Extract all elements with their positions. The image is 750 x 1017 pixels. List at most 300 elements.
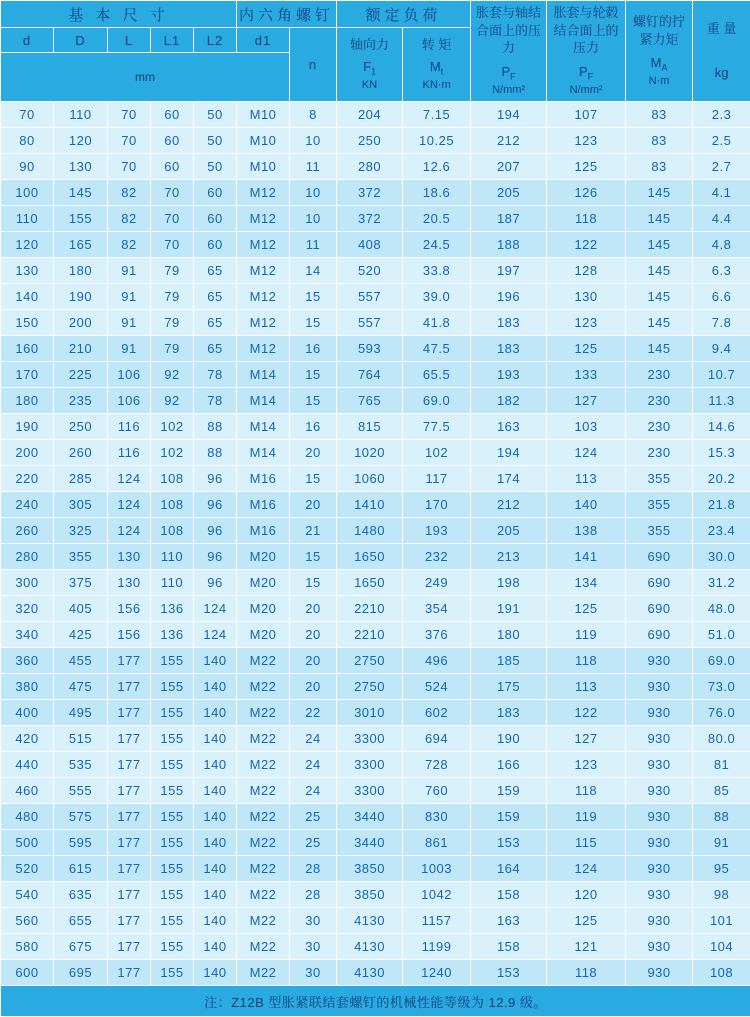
cell-L1: 155 — [151, 934, 194, 960]
cell-PF-hub: 125 — [547, 336, 626, 362]
cell-F1: 280 — [337, 154, 403, 180]
cell-PF-shaft: 193 — [471, 362, 547, 388]
cell-n: 20 — [290, 596, 337, 622]
cell-PF-hub: 138 — [547, 518, 626, 544]
cell-L2: 88 — [194, 414, 237, 440]
cell-Mt: 33.8 — [403, 258, 471, 284]
cell-MA: 930 — [626, 804, 693, 830]
cell-weight: 108 — [693, 960, 750, 986]
header-axial-force-subscript: 1 — [371, 67, 376, 77]
cell-n: 22 — [290, 700, 337, 726]
cell-L2: 96 — [194, 492, 237, 518]
cell-L: 177 — [108, 648, 151, 674]
cell-F1: 3440 — [337, 804, 403, 830]
cell-n: 14 — [290, 258, 337, 284]
cell-L: 82 — [108, 180, 151, 206]
cell-L1: 155 — [151, 752, 194, 778]
cell-D: 260 — [54, 440, 108, 466]
header-col-moment — [403, 28, 471, 102]
cell-n: 10 — [290, 180, 337, 206]
cell-d1: M10 — [237, 102, 290, 128]
cell-L: 130 — [108, 544, 151, 570]
cell-PF-hub: 141 — [547, 544, 626, 570]
cell-weight: 4.1 — [693, 180, 750, 206]
cell-D: 575 — [54, 804, 108, 830]
cell-PF-hub: 118 — [547, 206, 626, 232]
cell-PF-hub: 127 — [547, 388, 626, 414]
cell-d1: M22 — [237, 856, 290, 882]
cell-d1: M22 — [237, 752, 290, 778]
cell-Mt: 18.6 — [403, 180, 471, 206]
cell-L2: 140 — [194, 830, 237, 856]
table-row — [1, 180, 750, 206]
cell-MA: 930 — [626, 882, 693, 908]
cell-L: 70 — [108, 128, 151, 154]
cell-weight: 73.0 — [693, 674, 750, 700]
cell-d1: M14 — [237, 388, 290, 414]
cell-n: 24 — [290, 752, 337, 778]
cell-n: 20 — [290, 622, 337, 648]
cell-D: 355 — [54, 544, 108, 570]
cell-PF-shaft: 212 — [471, 492, 547, 518]
cell-F1: 2750 — [337, 648, 403, 674]
cell-weight: 4.8 — [693, 232, 750, 258]
cell-MA: 145 — [626, 336, 693, 362]
header-weight-label: 重 量 — [693, 20, 750, 38]
cell-Mt: 1157 — [403, 908, 471, 934]
cell-F1: 408 — [337, 232, 403, 258]
cell-L2: 124 — [194, 596, 237, 622]
cell-L2: 140 — [194, 778, 237, 804]
cell-d: 70 — [1, 102, 54, 128]
cell-d1: M20 — [237, 622, 290, 648]
cell-Mt: 354 — [403, 596, 471, 622]
cell-n: 28 — [290, 882, 337, 908]
cell-PF-hub: 113 — [547, 674, 626, 700]
cell-Mt: 24.5 — [403, 232, 471, 258]
header-torque-unit: N·m — [626, 74, 692, 89]
cell-MA: 690 — [626, 622, 693, 648]
cell-L1: 136 — [151, 622, 194, 648]
cell-PF-shaft: 213 — [471, 544, 547, 570]
cell-MA: 930 — [626, 778, 693, 804]
cell-L: 177 — [108, 934, 151, 960]
cell-Mt: 830 — [403, 804, 471, 830]
cell-n: 10 — [290, 206, 337, 232]
cell-F1: 1020 — [337, 440, 403, 466]
cell-Mt: 694 — [403, 726, 471, 752]
cell-weight: 69.0 — [693, 648, 750, 674]
cell-MA: 145 — [626, 310, 693, 336]
header-group-load: 额定负荷 — [337, 1, 471, 28]
cell-n: 15 — [290, 388, 337, 414]
header-torque-label: 螺钉的拧紧力矩 — [626, 13, 692, 48]
cell-F1: 764 — [337, 362, 403, 388]
cell-PF-shaft: 187 — [471, 206, 547, 232]
cell-L2: 88 — [194, 440, 237, 466]
cell-MA: 355 — [626, 518, 693, 544]
cell-n: 28 — [290, 856, 337, 882]
cell-d1: M12 — [237, 310, 290, 336]
cell-L: 124 — [108, 466, 151, 492]
cell-Mt: 602 — [403, 700, 471, 726]
cell-F1: 520 — [337, 258, 403, 284]
table-row — [1, 310, 750, 336]
table-row — [1, 648, 750, 674]
cell-d: 420 — [1, 726, 54, 752]
cell-Mt: 1042 — [403, 882, 471, 908]
cell-PF-hub: 120 — [547, 882, 626, 908]
cell-L2: 140 — [194, 882, 237, 908]
cell-weight: 2.3 — [693, 102, 750, 128]
table-row — [1, 258, 750, 284]
cell-D: 555 — [54, 778, 108, 804]
cell-PF-shaft: 188 — [471, 232, 547, 258]
cell-L: 177 — [108, 726, 151, 752]
header-col-d1: d1 — [237, 28, 290, 53]
cell-L2: 140 — [194, 908, 237, 934]
cell-MA: 83 — [626, 128, 693, 154]
cell-PF-shaft: 190 — [471, 726, 547, 752]
cell-weight: 7.8 — [693, 310, 750, 336]
cell-Mt: 1199 — [403, 934, 471, 960]
cell-L2: 140 — [194, 726, 237, 752]
header-moment-label: 转 矩 — [403, 36, 470, 54]
table-row — [1, 726, 750, 752]
cell-weight: 14.6 — [693, 414, 750, 440]
cell-weight: 30.0 — [693, 544, 750, 570]
cell-L1: 155 — [151, 882, 194, 908]
cell-MA: 230 — [626, 362, 693, 388]
cell-n: 24 — [290, 778, 337, 804]
cell-MA: 145 — [626, 284, 693, 310]
cell-F1: 1060 — [337, 466, 403, 492]
cell-L: 91 — [108, 258, 151, 284]
cell-L2: 50 — [194, 154, 237, 180]
cell-L: 116 — [108, 440, 151, 466]
cell-n: 20 — [290, 492, 337, 518]
cell-D: 165 — [54, 232, 108, 258]
cell-L: 124 — [108, 518, 151, 544]
cell-L: 177 — [108, 908, 151, 934]
cell-d: 100 — [1, 180, 54, 206]
cell-MA: 930 — [626, 726, 693, 752]
cell-MA: 83 — [626, 154, 693, 180]
cell-L1: 155 — [151, 856, 194, 882]
cell-PF-shaft: 164 — [471, 856, 547, 882]
table-body — [1, 102, 750, 986]
cell-d1: M10 — [237, 154, 290, 180]
cell-PF-hub: 121 — [547, 934, 626, 960]
cell-n: 11 — [290, 154, 337, 180]
cell-L: 91 — [108, 284, 151, 310]
cell-F1: 3440 — [337, 830, 403, 856]
cell-d: 240 — [1, 492, 54, 518]
footnote-row — [1, 986, 750, 1017]
cell-PF-hub: 115 — [547, 830, 626, 856]
cell-Mt: 249 — [403, 570, 471, 596]
cell-L2: 65 — [194, 258, 237, 284]
cell-D: 535 — [54, 752, 108, 778]
cell-MA: 690 — [626, 570, 693, 596]
cell-d1: M22 — [237, 804, 290, 830]
cell-F1: 250 — [337, 128, 403, 154]
cell-MA: 145 — [626, 258, 693, 284]
cell-PF-hub: 127 — [547, 726, 626, 752]
cell-PF-shaft: 212 — [471, 128, 547, 154]
cell-n: 25 — [290, 830, 337, 856]
table-row — [1, 102, 750, 128]
cell-L1: 70 — [151, 232, 194, 258]
cell-Mt: 77.5 — [403, 414, 471, 440]
header-moment-symbol: $M_t$ — [403, 58, 470, 78]
table-row — [1, 908, 750, 934]
table-row — [1, 388, 750, 414]
cell-PF-hub: 123 — [547, 128, 626, 154]
cell-d1: M14 — [237, 362, 290, 388]
cell-MA: 930 — [626, 752, 693, 778]
cell-weight: 9.4 — [693, 336, 750, 362]
cell-weight: 81 — [693, 752, 750, 778]
cell-n: 10 — [290, 128, 337, 154]
cell-d: 520 — [1, 856, 54, 882]
cell-PF-shaft: 158 — [471, 882, 547, 908]
cell-Mt: 10.25 — [403, 128, 471, 154]
cell-n: 21 — [290, 518, 337, 544]
cell-L: 130 — [108, 570, 151, 596]
cell-PF-hub: 123 — [547, 310, 626, 336]
cell-L1: 155 — [151, 648, 194, 674]
cell-n: 20 — [290, 440, 337, 466]
cell-d: 280 — [1, 544, 54, 570]
cell-weight: 104 — [693, 934, 750, 960]
cell-Mt: 65.5 — [403, 362, 471, 388]
cell-weight: 20.2 — [693, 466, 750, 492]
cell-d1: M12 — [237, 336, 290, 362]
cell-d: 110 — [1, 206, 54, 232]
cell-L2: 50 — [194, 102, 237, 128]
cell-L: 70 — [108, 102, 151, 128]
cell-L1: 110 — [151, 570, 194, 596]
cell-weight: 88 — [693, 804, 750, 830]
header-col-n: n — [290, 28, 337, 102]
cell-PF-hub: 124 — [547, 440, 626, 466]
header-moment-unit: KN·m — [403, 78, 470, 93]
cell-L2: 65 — [194, 310, 237, 336]
cell-F1: 3300 — [337, 726, 403, 752]
cell-n: 20 — [290, 648, 337, 674]
table-footer — [1, 986, 750, 1017]
cell-F1: 593 — [337, 336, 403, 362]
cell-L: 82 — [108, 206, 151, 232]
cell-PF-shaft: 194 — [471, 102, 547, 128]
cell-L: 177 — [108, 752, 151, 778]
cell-PF-shaft: 159 — [471, 804, 547, 830]
cell-L2: 140 — [194, 648, 237, 674]
table-row — [1, 752, 750, 778]
cell-d1: M22 — [237, 648, 290, 674]
header-group-screw: 内六角螺钉 — [237, 1, 337, 28]
cell-weight: 15.3 — [693, 440, 750, 466]
cell-D: 675 — [54, 934, 108, 960]
header-moment-subscript: t — [441, 67, 444, 77]
cell-n: 15 — [290, 310, 337, 336]
cell-D: 235 — [54, 388, 108, 414]
cell-d: 440 — [1, 752, 54, 778]
table-row — [1, 804, 750, 830]
table-row — [1, 934, 750, 960]
cell-L1: 92 — [151, 388, 194, 414]
cell-Mt: 20.5 — [403, 206, 471, 232]
cell-weight: 23.4 — [693, 518, 750, 544]
cell-L: 177 — [108, 804, 151, 830]
cell-Mt: 170 — [403, 492, 471, 518]
cell-PF-hub: 125 — [547, 908, 626, 934]
header-hub-pressure-symbol: $P_F$ — [547, 63, 625, 83]
cell-L1: 108 — [151, 466, 194, 492]
cell-MA: 930 — [626, 674, 693, 700]
cell-d1: M14 — [237, 440, 290, 466]
cell-PF-hub: 113 — [547, 466, 626, 492]
cell-L2: 140 — [194, 804, 237, 830]
cell-d1: M12 — [237, 206, 290, 232]
cell-L1: 155 — [151, 700, 194, 726]
cell-n: 25 — [290, 804, 337, 830]
cell-MA: 83 — [626, 102, 693, 128]
cell-PF-hub: 126 — [547, 180, 626, 206]
cell-n: 15 — [290, 570, 337, 596]
cell-D: 190 — [54, 284, 108, 310]
cell-d: 220 — [1, 466, 54, 492]
cell-D: 495 — [54, 700, 108, 726]
cell-L: 82 — [108, 232, 151, 258]
cell-Mt: 1240 — [403, 960, 471, 986]
cell-Mt: 760 — [403, 778, 471, 804]
cell-weight: 91 — [693, 830, 750, 856]
cell-d: 180 — [1, 388, 54, 414]
cell-MA: 230 — [626, 414, 693, 440]
header-shaft-pressure-unit: N/mm² — [471, 83, 546, 98]
table-row — [1, 882, 750, 908]
cell-d: 600 — [1, 960, 54, 986]
cell-d: 580 — [1, 934, 54, 960]
cell-F1: 3850 — [337, 882, 403, 908]
cell-d1: M22 — [237, 882, 290, 908]
cell-d: 560 — [1, 908, 54, 934]
cell-PF-hub: 124 — [547, 856, 626, 882]
cell-d: 130 — [1, 258, 54, 284]
cell-n: 15 — [290, 466, 337, 492]
cell-D: 695 — [54, 960, 108, 986]
cell-F1: 765 — [337, 388, 403, 414]
cell-F1: 372 — [337, 180, 403, 206]
cell-D: 180 — [54, 258, 108, 284]
cell-L1: 155 — [151, 674, 194, 700]
cell-D: 200 — [54, 310, 108, 336]
cell-L2: 78 — [194, 388, 237, 414]
cell-PF-shaft: 205 — [471, 180, 547, 206]
cell-PF-hub: 125 — [547, 596, 626, 622]
cell-n: 30 — [290, 960, 337, 986]
header-col-d: d — [1, 28, 54, 53]
cell-MA: 930 — [626, 648, 693, 674]
cell-MA: 930 — [626, 908, 693, 934]
cell-Mt: 496 — [403, 648, 471, 674]
cell-L1: 110 — [151, 544, 194, 570]
cell-L1: 79 — [151, 258, 194, 284]
header-col-L2: L2 — [194, 28, 237, 53]
table-row — [1, 856, 750, 882]
header-group-torque — [626, 1, 693, 102]
cell-PF-shaft: 207 — [471, 154, 547, 180]
cell-F1: 815 — [337, 414, 403, 440]
cell-L1: 108 — [151, 492, 194, 518]
table-row — [1, 128, 750, 154]
cell-PF-shaft: 191 — [471, 596, 547, 622]
table-row — [1, 700, 750, 726]
cell-L: 124 — [108, 492, 151, 518]
cell-weight: 101 — [693, 908, 750, 934]
cell-Mt: 7.15 — [403, 102, 471, 128]
cell-MA: 230 — [626, 440, 693, 466]
cell-weight: 76.0 — [693, 700, 750, 726]
cell-D: 285 — [54, 466, 108, 492]
cell-F1: 1650 — [337, 570, 403, 596]
header-weight-unit: kg — [693, 64, 750, 82]
cell-PF-shaft: 163 — [471, 414, 547, 440]
cell-PF-shaft: 163 — [471, 908, 547, 934]
header-col-axial-force — [337, 28, 403, 102]
header-group-shaft-pressure — [471, 1, 547, 102]
cell-F1: 2750 — [337, 674, 403, 700]
cell-PF-shaft: 153 — [471, 960, 547, 986]
cell-MA: 930 — [626, 960, 693, 986]
cell-D: 250 — [54, 414, 108, 440]
table-row — [1, 778, 750, 804]
cell-weight: 10.7 — [693, 362, 750, 388]
header-col-L: L — [108, 28, 151, 53]
cell-MA: 930 — [626, 934, 693, 960]
cell-L1: 102 — [151, 414, 194, 440]
cell-D: 595 — [54, 830, 108, 856]
cell-Mt: 41.8 — [403, 310, 471, 336]
cell-Mt: 193 — [403, 518, 471, 544]
cell-weight: 6.6 — [693, 284, 750, 310]
header-hub-pressure-label: 胀套与轮毂结合面上的压力 — [547, 4, 625, 57]
cell-d1: M22 — [237, 674, 290, 700]
cell-n: 30 — [290, 934, 337, 960]
cell-PF-shaft: 174 — [471, 466, 547, 492]
cell-d1: M14 — [237, 414, 290, 440]
cell-PF-shaft: 205 — [471, 518, 547, 544]
cell-L2: 78 — [194, 362, 237, 388]
cell-d1: M22 — [237, 960, 290, 986]
cell-L: 91 — [108, 336, 151, 362]
cell-MA: 930 — [626, 830, 693, 856]
header-shaft-pressure-label: 胀套与轴结合面上的压力 — [471, 4, 546, 57]
cell-F1: 1410 — [337, 492, 403, 518]
cell-PF-shaft: 158 — [471, 934, 547, 960]
cell-D: 110 — [54, 102, 108, 128]
cell-L2: 140 — [194, 934, 237, 960]
cell-d1: M22 — [237, 726, 290, 752]
header-unit-mm: mm — [1, 53, 290, 102]
cell-d1: M12 — [237, 284, 290, 310]
cell-D: 375 — [54, 570, 108, 596]
cell-d: 340 — [1, 622, 54, 648]
header-axial-force-symbol: $F_1$ — [337, 58, 402, 78]
header-axial-force-unit: KN — [337, 78, 402, 93]
